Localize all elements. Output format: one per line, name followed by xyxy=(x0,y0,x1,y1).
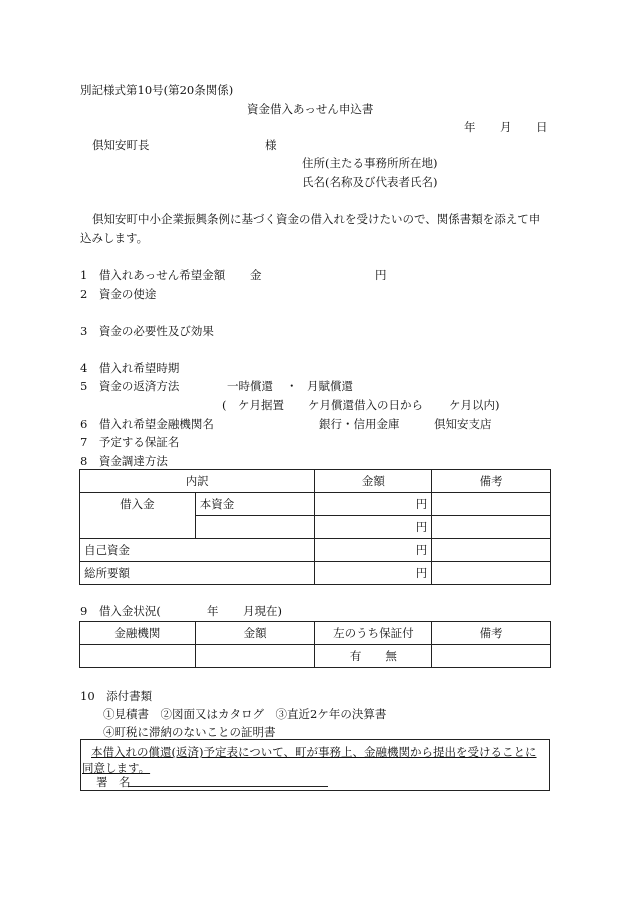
header-loan-amount: 金額 xyxy=(195,622,315,645)
item-9-month: 月現在) xyxy=(243,604,282,618)
consent-line-2: 同意します。 xyxy=(82,761,151,775)
repay-detail-within: ケ月以内) xyxy=(449,398,500,412)
intro-line-1: 倶知安町中小企業振興条例に基づく資金の借入れを受けたいので、関係書類を添えて申 xyxy=(92,212,541,226)
date-year-label: 年 xyxy=(464,120,476,134)
guarantee-yes: 有 xyxy=(349,649,362,663)
guarantee-no: 無 xyxy=(385,649,397,663)
intro-line-2: 込みします。 xyxy=(80,231,149,245)
signature-line[interactable] xyxy=(128,786,328,787)
table-row xyxy=(80,493,551,516)
repay-detail-deferral: ( ケ月据置 xyxy=(222,398,284,412)
item-1-label: 1 借入れあっせん希望金額 xyxy=(80,268,226,282)
item-5-label: 5 資金の返済方法 xyxy=(80,379,180,393)
item-10-label: 10 添付書類 xyxy=(80,689,153,703)
item-9-year: 年 xyxy=(207,604,219,618)
row-own-funds: 自己資金 xyxy=(80,539,315,562)
addressee: 倶知安町長 xyxy=(92,138,150,152)
loan-status-table xyxy=(79,621,551,668)
signature-label: 署 名 xyxy=(96,775,131,789)
consent-line-1: 本借入れの償還(返済)予定表について、町が事務上、金融機関から提出を受けることに xyxy=(91,745,537,759)
repay-detail-term: ケ月償還借入の日から xyxy=(308,398,423,412)
document-title: 資金借入あっせん申込書 xyxy=(247,102,374,116)
table-row xyxy=(80,645,551,668)
item-6-label: 6 借入れ希望金融機関名 xyxy=(80,417,214,431)
cell-loan-amount xyxy=(195,645,315,668)
form-number: 別記様式第10号(第20条関係) xyxy=(80,83,234,97)
amount-other-borrowing-yen: 円 xyxy=(315,516,432,539)
row-total-required: 総所要額 xyxy=(80,562,315,585)
date-day-label: 日 xyxy=(536,120,548,134)
item-2-label: 2 資金の使途 xyxy=(80,287,157,301)
table-row xyxy=(80,470,551,493)
amount-own-funds-yen: 円 xyxy=(315,539,432,562)
applicant-name-label: 氏名(名称及び代表者氏名) xyxy=(302,175,438,189)
amount-main-fund-yen: 円 xyxy=(315,493,432,516)
table-row xyxy=(80,539,551,562)
honorific: 様 xyxy=(265,138,277,152)
date-month-label: 月 xyxy=(500,120,512,134)
repay-option-monthly: 月賦償還 xyxy=(307,379,353,393)
attachments-line-1: ①見積書 ②図面又はカタログ ③直近2ケ年の決算書 xyxy=(103,707,387,721)
amount-total-yen: 円 xyxy=(315,562,432,585)
item-8-label: 8 資金調達方法 xyxy=(80,454,168,468)
header-breakdown: 内訳 xyxy=(80,470,315,493)
repay-option-lump: 一時償還 xyxy=(227,379,273,393)
header-guaranteed: 左のうち保証付 xyxy=(315,622,432,645)
item-1-yen: 円 xyxy=(375,268,387,282)
notes-own-funds xyxy=(432,539,551,562)
header-amount: 金額 xyxy=(315,470,432,493)
funding-table xyxy=(79,469,551,585)
row-other-borrowing xyxy=(195,516,315,539)
header-notes: 備考 xyxy=(432,470,551,493)
cell-loan-notes xyxy=(432,645,551,668)
cell-bank xyxy=(80,645,196,668)
header-loan-notes: 備考 xyxy=(432,622,551,645)
item-3-label: 3 資金の必要性及び効果 xyxy=(80,324,214,338)
notes-other-borrowing xyxy=(432,516,551,539)
cell-guarantee-choice xyxy=(315,645,432,668)
repay-option-separator: ・ xyxy=(286,379,298,393)
table-row xyxy=(80,562,551,585)
notes-main-fund xyxy=(432,493,551,516)
item-7-label: 7 予定する保証名 xyxy=(80,435,180,449)
item-6-branch: 倶知安支店 xyxy=(434,417,492,431)
item-9-label: 9 借入金状況( xyxy=(80,604,161,618)
item-1-kin: 金 xyxy=(250,268,262,282)
row-borrowing: 借入金 xyxy=(80,493,196,539)
attachments-line-2: ④町税に滞納のないことの証明書 xyxy=(103,725,276,739)
item-6-bank-type: 銀行・信用金庫 xyxy=(319,417,400,431)
notes-total xyxy=(432,562,551,585)
header-bank: 金融機関 xyxy=(80,622,196,645)
item-4-label: 4 借入れ希望時期 xyxy=(80,361,180,375)
applicant-address-label: 住所(主たる事務所所在地) xyxy=(302,156,438,170)
row-main-fund: 本資金 xyxy=(195,493,315,516)
table-row xyxy=(80,622,551,645)
